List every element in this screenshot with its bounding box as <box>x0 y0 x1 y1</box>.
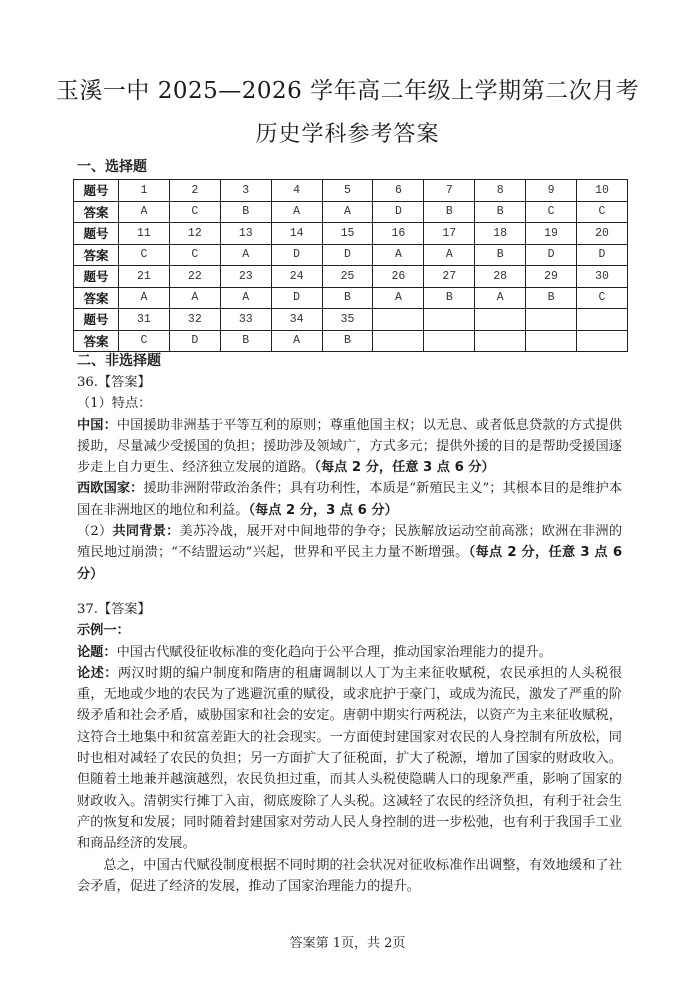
answer-cell: B <box>322 287 373 309</box>
question-number-cell: 29 <box>526 266 577 288</box>
answer-cell: C <box>169 244 220 266</box>
q37-conclusion: 总之，中国古代赋役制度根据不同时期的社会状况对征收标准作出调整，有效地缓和了社会矛盾，促进了经济的发展，推动了国家治理能力的提升。 <box>77 857 622 894</box>
question-number-cell: 23 <box>220 266 271 288</box>
question-number-cell: 5 <box>322 180 373 202</box>
row-label-number: 题号 <box>74 266 119 288</box>
answer-cell: D <box>271 244 322 266</box>
answer-row <box>74 330 628 352</box>
answer-cell <box>526 330 577 352</box>
question-number-cell: 30 <box>577 266 628 288</box>
row-label-answer: 答案 <box>74 330 119 352</box>
row-label-answer: 答案 <box>74 244 119 266</box>
question-number-cell: 32 <box>169 309 220 331</box>
answer-cell: D <box>577 244 628 266</box>
answer-cell: B <box>526 287 577 309</box>
answer-cell <box>475 330 526 352</box>
question-number-cell: 8 <box>475 180 526 202</box>
q36-part2-label: 共同背景： <box>112 524 180 540</box>
answer-cell: C <box>577 287 628 309</box>
question-number-cell: 12 <box>169 223 220 245</box>
document-subtitle: 历史学科参考答案 <box>255 122 440 147</box>
question-number-row <box>74 223 628 245</box>
q36-part2-text: 美苏冷战，展开对中间地带的争夺；民族解放运动空前高涨；欧洲在非洲的殖民地过崩溃；“不结盟运动”兴起，世界和平民主力量不断增强。 <box>77 524 623 561</box>
question-36-answer <box>77 372 622 585</box>
answer-cell: D <box>373 201 424 223</box>
question-number-cell: 24 <box>271 266 322 288</box>
q36-west-label: 西欧国家： <box>77 481 144 497</box>
page-footer: 答案第 1页，共 2页 <box>289 936 406 951</box>
answer-cell: A <box>119 201 170 223</box>
answer-row <box>74 244 628 266</box>
answer-cell: A <box>373 287 424 309</box>
question-number-cell: 11 <box>119 223 170 245</box>
row-label-number: 题号 <box>74 223 119 245</box>
question-37-label: 37.【答案】 <box>77 602 151 617</box>
question-number-cell: 3 <box>220 180 271 202</box>
question-number-row <box>74 309 628 331</box>
answer-cell: C <box>119 244 170 266</box>
question-number-cell <box>475 309 526 331</box>
q36-part2-score: （每点 2 分，任意 3 点 6 分） <box>77 545 622 582</box>
question-number-cell: 4 <box>271 180 322 202</box>
answer-cell: B <box>220 330 271 352</box>
answer-cell: A <box>220 244 271 266</box>
question-number-cell: 25 <box>322 266 373 288</box>
answer-cell: D <box>169 330 220 352</box>
q36-part2-paragraph <box>77 521 622 585</box>
row-label-answer: 答案 <box>74 201 119 223</box>
row-label-answer: 答案 <box>74 287 119 309</box>
q36-part1-label: （1）特点： <box>77 396 152 412</box>
answer-cell: D <box>526 244 577 266</box>
answer-cell: A <box>271 201 322 223</box>
question-number-cell: 6 <box>373 180 424 202</box>
question-number-cell <box>577 309 628 331</box>
answer-cell: A <box>220 287 271 309</box>
q36-china-text: 中国援助非洲基于平等互利的原则；尊重他国主权；以无息、或者低息贷款的方式提供援助，尽量减少受援国的负担；援助涉及领域广，方式多元；提供外援的目的是帮助受援国逐步走上自力更生、经济独立发展的道路。 <box>77 417 623 476</box>
answer-table <box>73 179 628 352</box>
answer-cell <box>424 330 475 352</box>
q36-china-paragraph <box>77 415 622 479</box>
q36-west-paragraph <box>77 478 622 521</box>
answer-cell: B <box>424 201 475 223</box>
answer-cell: A <box>424 244 475 266</box>
question-number-row <box>74 180 628 202</box>
section-heading-free-response: 二、非选择题 <box>77 353 161 369</box>
question-number-cell: 7 <box>424 180 475 202</box>
q36-china-score: （每点 2 分，任意 3 点 6 分） <box>314 460 495 476</box>
q37-example-label: 示例一： <box>77 623 130 639</box>
question-number-cell <box>373 309 424 331</box>
question-number-cell: 19 <box>526 223 577 245</box>
question-number-cell: 35 <box>322 309 373 331</box>
question-number-cell: 2 <box>169 180 220 202</box>
question-number-cell: 17 <box>424 223 475 245</box>
question-36-label: 36.【答案】 <box>77 375 151 390</box>
answer-cell: C <box>119 330 170 352</box>
answer-cell: B <box>322 330 373 352</box>
answer-cell: B <box>475 244 526 266</box>
question-number-cell: 31 <box>119 309 170 331</box>
row-label-number: 题号 <box>74 180 119 202</box>
question-number-cell <box>424 309 475 331</box>
q36-part2-prefix: （2） <box>77 524 113 540</box>
answer-cell <box>577 330 628 352</box>
answer-row <box>74 287 628 309</box>
q37-thesis-label: 论题： <box>77 644 117 660</box>
answer-cell: C <box>526 201 577 223</box>
question-number-cell: 16 <box>373 223 424 245</box>
answer-cell: D <box>322 244 373 266</box>
answer-cell: A <box>169 287 220 309</box>
answer-cell: A <box>475 287 526 309</box>
answer-cell <box>373 330 424 352</box>
answer-cell: D <box>271 287 322 309</box>
question-number-cell: 10 <box>577 180 628 202</box>
question-number-cell: 13 <box>220 223 271 245</box>
question-number-cell: 9 <box>526 180 577 202</box>
answer-cell: B <box>475 201 526 223</box>
question-number-cell: 18 <box>475 223 526 245</box>
question-number-cell: 20 <box>577 223 628 245</box>
q36-china-label: 中国： <box>77 417 117 433</box>
q37-argument-label: 论述： <box>77 665 118 681</box>
question-number-cell: 33 <box>220 309 271 331</box>
q37-thesis-text: 中国古代赋役征收标准的变化趋向于公平合理，推动国家治理能力的提升。 <box>116 644 552 660</box>
question-number-cell: 34 <box>271 309 322 331</box>
answer-cell: A <box>322 201 373 223</box>
q37-thesis-paragraph <box>77 642 622 663</box>
question-number-cell: 26 <box>373 266 424 288</box>
answer-cell: A <box>271 330 322 352</box>
answer-cell: A <box>119 287 170 309</box>
q36-west-score: （每点 2 分，3 点 6 分） <box>248 502 398 518</box>
q36-west-text: 援助非洲附带政治条件；具有功利性，本质是“新殖民主义”；其根本目的是维护本国在非洲地区的地位和利益。 <box>77 481 623 518</box>
question-number-cell: 22 <box>169 266 220 288</box>
question-number-cell: 21 <box>119 266 170 288</box>
question-number-cell: 15 <box>322 223 373 245</box>
q37-argument-paragraph <box>77 663 622 855</box>
question-number-cell: 28 <box>475 266 526 288</box>
question-number-cell: 27 <box>424 266 475 288</box>
question-37-answer <box>77 599 622 897</box>
row-label-number: 题号 <box>74 309 119 331</box>
section-heading-multiple-choice: 一、选择题 <box>77 159 147 175</box>
answer-row <box>74 201 628 223</box>
q37-argument-text: 两汉时期的编户制度和隋唐的租庸调制以人丁为主来征收赋税，农民承担的人头税很重，无地或少地的农民为了逃避沉重的赋役，或求庇护于豪门，或成为流民，激发了严重的阶级矛盾和社会矛盾，威胁国家和社会的安定。唐朝中期实行两税法，以资产为主来征收赋税，这符合土地集中和贫富差距大的社会现实。一方面使封建国家对农民的人身控制有所放松，同时也相对减轻了农民的负担；另一方面扩大了征税面，扩大了税源，增加了国家的财政收入。但随着土地兼并越演越烈，农民负担过重，而其人头税使隐瞒人口的现象严重，影响了国家的财政收入。清朝实行摊丁入亩，彻底废除了人头税。这减轻了农民的经济负担，有利于社会生产的恢复和发展；同时随着封建国家对劳动人民人身控制的进一步松弛，也有利于我国手工业和商品经济的发展。 <box>77 665 623 852</box>
answer-cell: C <box>577 201 628 223</box>
answer-cell: C <box>169 201 220 223</box>
answer-cell: A <box>373 244 424 266</box>
answer-cell: B <box>424 287 475 309</box>
question-number-cell: 1 <box>119 180 170 202</box>
answer-cell: B <box>220 201 271 223</box>
question-number-row <box>74 266 628 288</box>
question-number-cell: 14 <box>271 223 322 245</box>
document-title: 玉溪一中 2025—2026 学年高二年级上学期第二次月考 <box>55 78 640 104</box>
question-number-cell <box>526 309 577 331</box>
